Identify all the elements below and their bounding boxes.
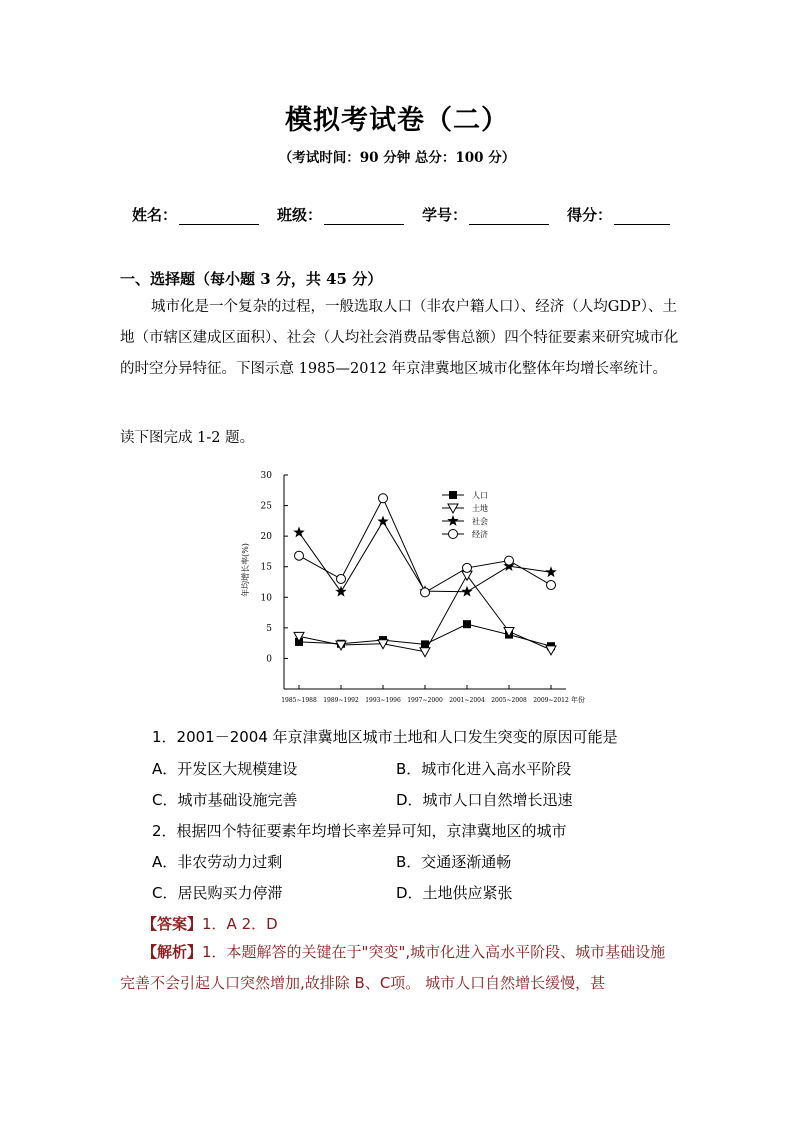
question-2-stem: 2．根据四个特征要素年均增长率差异可知，京津冀地区的城市 [152, 822, 567, 840]
series-2-point [293, 526, 304, 537]
series-1-point [546, 646, 556, 655]
y-tick-label: 5 [266, 623, 272, 634]
series-3-point [379, 494, 388, 503]
analysis-paragraph [120, 937, 680, 999]
x-tick-label: 1985~1988 [281, 697, 317, 704]
series-2-point [461, 586, 472, 597]
question-1-option-b[interactable]: B．城市化进入高水平阶段 [396, 760, 572, 778]
answer-label: 【答案】 [142, 915, 203, 933]
legend-label: 土地 [472, 504, 488, 513]
series-3-point [463, 563, 472, 572]
series-3-point [421, 588, 430, 597]
answer-line [142, 913, 278, 934]
y-tick-label: 25 [260, 501, 272, 512]
y-tick-label: 15 [260, 562, 272, 573]
id-blank[interactable] [469, 208, 549, 225]
series-2-point [335, 586, 346, 597]
series-0-point [421, 640, 429, 648]
legend-label: 社会 [472, 517, 488, 526]
x-tick-label: 2001~2004 [449, 697, 485, 704]
name-field [132, 204, 259, 225]
question-1-option-a[interactable]: A．开发区大规模建设 [152, 760, 298, 778]
series-3-point [505, 556, 514, 565]
question-2-option-c[interactable]: C．居民购买力停滞 [152, 884, 283, 902]
question-2-option-b[interactable]: B．交通逐渐通畅 [396, 853, 512, 871]
question-2-option-d[interactable]: D．土地供应紧张 [396, 884, 513, 902]
page-title: 模拟考试卷（二） [285, 105, 509, 136]
analysis-text: 1．本题解答的关键在于"突变",城市化进入高水平阶段、城市基础设施完善不会引起人口突然增加,故排除 B、C项。 城市人口自然增长缓慢，甚 [120, 943, 666, 992]
series-3-point [337, 574, 346, 583]
class-field [277, 204, 404, 225]
student-info-row [132, 204, 692, 225]
series-3-point [547, 581, 556, 590]
section-title: 一、选择题（每小题 3 分，共 45 分） [120, 270, 383, 288]
name-label: 姓名： [132, 206, 178, 224]
legend-label: 经济 [472, 530, 488, 539]
series-1-point [420, 648, 430, 657]
score-label: 得分： [567, 206, 613, 224]
legend-marker [449, 491, 457, 499]
x-tick-label: 1993~1996 [365, 697, 401, 704]
question-1-option-c[interactable]: C．城市基础设施完善 [152, 791, 298, 809]
series-0-point [463, 620, 471, 628]
y-tick-label: 30 [260, 471, 272, 481]
legend-marker [449, 530, 458, 539]
x-axis-title: 年份 [571, 696, 585, 704]
x-tick-label: 2009~2012 [533, 697, 569, 704]
growth-rate-chart [230, 465, 590, 715]
question-1-stem: 1．2001－2004 年京津冀地区城市土地和人口发生突变的原因可能是 [152, 728, 618, 746]
y-tick-label: 20 [260, 532, 272, 543]
legend-marker [447, 515, 458, 526]
answer-text: 1．A 2．D [202, 915, 278, 933]
legend-label: 人口 [472, 491, 488, 500]
x-tick-label: 2005~2008 [491, 697, 527, 704]
y-axis-title: 年均增长率(%) [241, 543, 250, 597]
passage-paragraph: 城市化是一个复杂的过程，一般选取人口（非农户籍人口）、经济（人均GDP）、土地（市辖区建成区面积）、社会（人均社会消费品零售总额）四个特征要素来研究城市化的时空分异特征。下图示意 1985—2012 年京津冀地区城市化整体年均增长率统计。 [120, 299, 679, 377]
class-blank[interactable] [324, 208, 404, 225]
x-tick-label: 1997~2000 [407, 697, 443, 704]
analysis-label: 【解析】 [142, 943, 203, 961]
score-field [567, 204, 670, 225]
y-tick-label: 10 [260, 593, 272, 604]
id-label: 学号： [422, 206, 468, 224]
score-blank[interactable] [614, 208, 670, 225]
series-3-point [295, 551, 304, 560]
id-field [422, 204, 549, 225]
series-2-point [545, 566, 556, 577]
passage-instruction: 读下图完成 1-2 题。 [120, 430, 255, 446]
question-2-option-a[interactable]: A．非农劳动力过剩 [152, 853, 283, 871]
y-tick-label: 0 [266, 654, 272, 665]
exam-subtitle: （考试时间：90 分钟 总分：100 分） [278, 150, 516, 166]
series-2-point [377, 515, 388, 526]
question-1-option-d[interactable]: D．城市人口自然增长迅速 [396, 791, 573, 809]
name-blank[interactable] [179, 208, 259, 225]
class-label: 班级： [277, 206, 323, 224]
x-tick-label: 1989~1992 [323, 697, 359, 704]
